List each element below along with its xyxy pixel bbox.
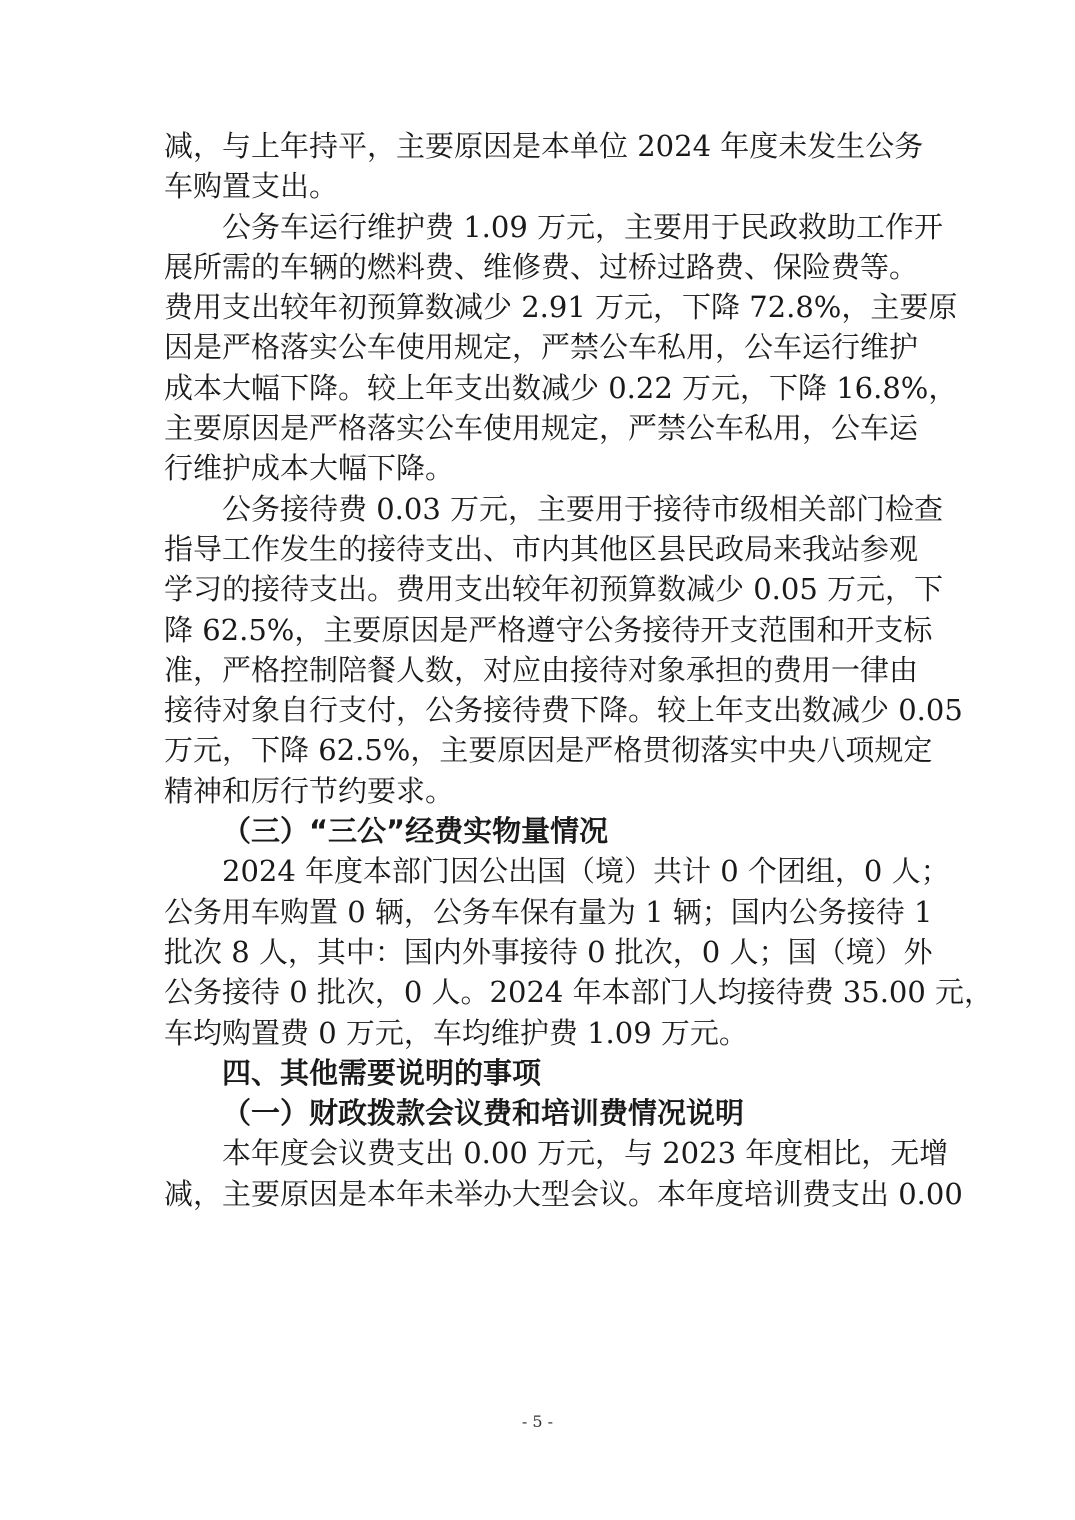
text-line: 精神和厉行节约要求。: [164, 773, 455, 808]
text-line: 公务用车购置 0 辆，公务车保有量为 1 辆；国内公务接待 1: [164, 894, 933, 929]
text-line: 公务接待费 0.03 万元，主要用于接待市级相关部门检查: [222, 491, 944, 526]
page-number: - 5 -: [521, 1412, 554, 1431]
text-line: 减，主要原因是本年未举办大型会议。本年度培训费支出 0.00: [164, 1176, 963, 1211]
text-line: 接待对象自行支付，公务接待费下降。较上年支出数减少 0.05: [164, 693, 963, 728]
section-heading: （一）财政拨款会议费和培训费情况说明: [222, 1096, 745, 1131]
text-line: 成本大幅下降。较上年支出数减少 0.22 万元，下降 16.8%，: [164, 370, 958, 405]
text-line: 指导工作发生的接待支出、市内其他区县民政局来我站参观: [164, 531, 919, 566]
text-line: 批次 8 人，其中：国内外事接待 0 批次，0 人；国（境）外: [164, 934, 933, 969]
text-line: 2024 年度本部门因公出国（境）共计 0 个团组，0 人；: [222, 854, 950, 889]
text-line: 费用支出较年初预算数减少 2.91 万元，下降 72.8%，主要原: [164, 290, 958, 325]
text-line: 学习的接待支出。费用支出较年初预算数减少 0.05 万元，下: [164, 572, 944, 607]
text-line: 公务车运行维护费 1.09 万元，主要用于民政救助工作开: [222, 209, 944, 244]
text-line: 万元，下降 62.5%，主要原因是严格贯彻落实中央八项规定: [164, 733, 933, 768]
chapter-heading: 四、其他需要说明的事项: [222, 1055, 542, 1090]
text-line: 减，与上年持平，主要原因是本单位 2024 年度未发生公务: [164, 129, 924, 163]
text-line: 降 62.5%，主要原因是严格遵守公务接待开支范围和开支标: [164, 612, 933, 647]
text-line: 展所需的车辆的燃料费、维修费、过桥过路费、保险费等。: [164, 249, 919, 284]
text-line: 主要原因是严格落实公车使用规定，严禁公车私用，公车运: [164, 411, 919, 446]
text-line: 公务接待 0 批次，0 人。2024 年本部门人均接待费 35.00 元，: [164, 975, 994, 1010]
text-line: 行维护成本大幅下降。: [164, 451, 455, 486]
text-line: 车购置支出。: [164, 169, 339, 204]
section-heading: （三）“三公”经费实物量情况: [222, 814, 609, 849]
text-line: 本年度会议费支出 0.00 万元，与 2023 年度相比，无增: [222, 1136, 949, 1171]
document-body: [164, 126, 994, 1214]
text-line: 因是严格落实公车使用规定，严禁公车私用，公车运行维护: [164, 330, 919, 365]
text-line: 车均购置费 0 万元，车均维护费 1.09 万元。: [164, 1015, 748, 1050]
text-line: 准，严格控制陪餐人数，对应由接待对象承担的费用一律由: [164, 652, 919, 687]
